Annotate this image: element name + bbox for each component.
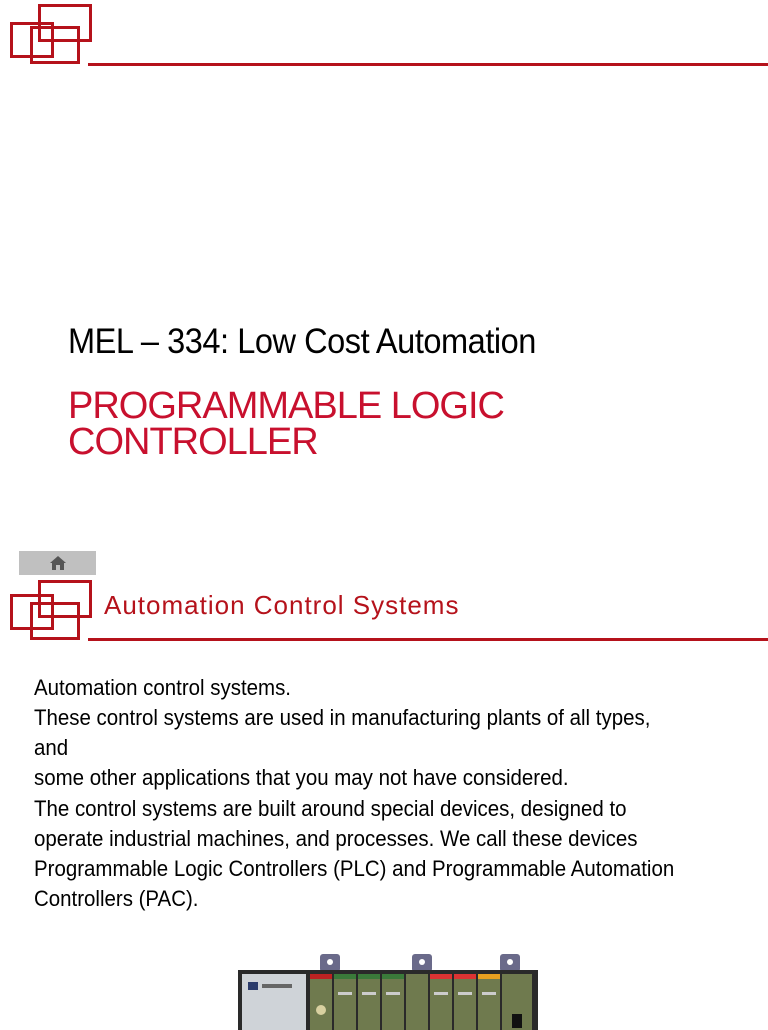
paragraph-2-line-3: Programmable Logic Controllers (PLC) and Programmable Automation — [34, 856, 675, 881]
paragraph-1-line-1: Automation control systems. — [34, 675, 291, 700]
home-icon — [49, 555, 67, 571]
home-button[interactable] — [19, 551, 96, 575]
header-rule-top — [88, 63, 768, 66]
subtitle-line-1: PROGRAMMABLE LOGIC — [68, 385, 504, 427]
section-title: Automation Control Systems — [104, 590, 460, 620]
paragraph-1-line-3: some other applications that you may not have considered. — [34, 765, 569, 790]
course-title: MEL – 334: Low Cost Automation — [68, 322, 536, 361]
header-rule-slide2 — [88, 638, 768, 641]
subtitle-line-2: CONTROLLER — [68, 421, 318, 463]
paragraph-1 — [34, 673, 685, 793]
logo-slide2 — [10, 580, 94, 642]
plc-rack-image — [232, 950, 542, 1030]
paragraph-2-line-4: Controllers (PAC). — [34, 886, 199, 911]
paragraph-1-line-2: These control systems are used in manufacturing plants of all types, and — [34, 705, 651, 760]
logo-top — [10, 4, 94, 66]
paragraph-2-line-2: operate industrial machines, and processes. We call these devices — [34, 826, 638, 851]
paragraph-2-line-1: The control systems are built around special devices, designed to — [34, 796, 627, 821]
paragraph-2 — [34, 794, 685, 914]
slide-subtitle — [68, 385, 628, 463]
